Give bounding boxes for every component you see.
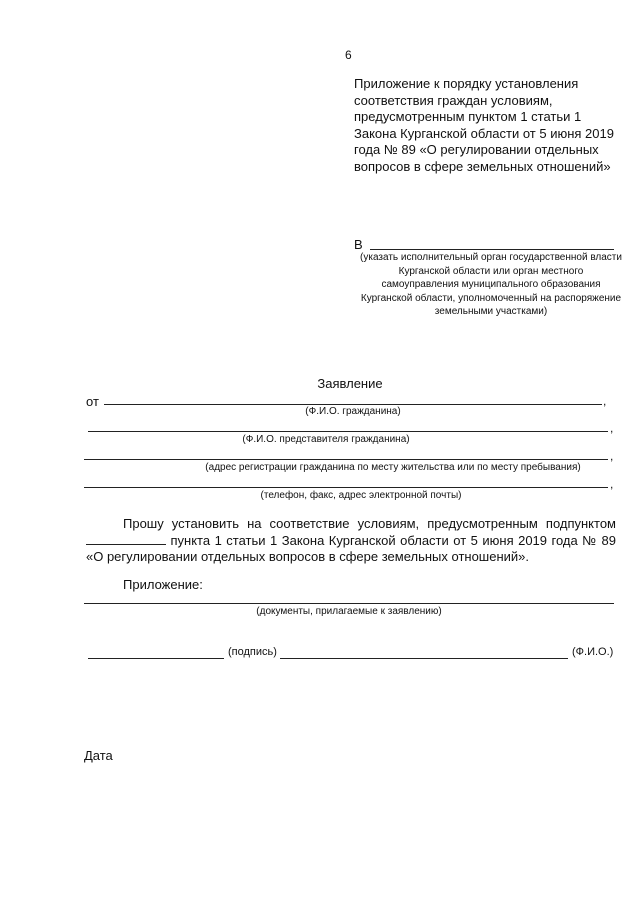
fio-field[interactable] <box>280 658 568 659</box>
comma: , <box>610 477 614 491</box>
representative-name-hint: (Ф.И.О. представителя гражданина) <box>242 434 410 445</box>
attachment-label: Приложение: <box>123 577 203 592</box>
contacts-hint: (телефон, факс, адрес электронной почты) <box>260 490 462 501</box>
comma: , <box>610 449 614 463</box>
citizen-name-field[interactable] <box>104 404 602 405</box>
attachment-hint: (документы, прилагаемые к заявлению) <box>256 606 442 617</box>
comma: , <box>603 394 607 408</box>
recipient-hint: (указать исполнительный орган государственной власти Курганской области или орган местного самоуправления муниципального образования Курганской области, уполномоченный на распоряжение земельными участками) <box>360 252 622 317</box>
from-label: от <box>86 394 99 409</box>
recipient-field[interactable] <box>370 249 614 250</box>
appendix-note: Приложение к порядку установления соответствия граждан условиям, предусмотренным пунктом 1 статьи 1 Закона Курганской области от 5 июня 2019 года № 89 «О регулировании отдельных вопросов в сфере земельных отношений» <box>354 76 614 174</box>
address-field[interactable] <box>84 459 608 460</box>
signature-field[interactable] <box>88 658 224 659</box>
comma: , <box>610 421 614 435</box>
attachment-field[interactable] <box>84 603 614 604</box>
date-label: Дата <box>84 748 113 763</box>
document-title: Заявление <box>317 376 383 391</box>
address-hint: (адрес регистрации гражданина по месту жительства или по месту пребывания) <box>205 462 581 473</box>
request-text-part2: пункта 1 статьи 1 Закона Курганской области от 5 июня 2019 года № 89 «О регулировании отдельных вопросов в сфере земельных отношений». <box>86 532 616 564</box>
representative-name-field[interactable] <box>88 431 608 432</box>
request-text <box>86 516 616 566</box>
recipient-prefix: В <box>354 237 363 252</box>
subparagraph-field[interactable] <box>86 533 166 545</box>
signature-label: (подпись) <box>228 646 277 658</box>
contacts-field[interactable] <box>84 487 608 488</box>
request-text-part1: Прошу установить на соответствие условиям, предусмотренным подпунктом <box>123 516 616 531</box>
citizen-name-hint: (Ф.И.О. гражданина) <box>305 406 401 417</box>
page-number: 6 <box>345 48 352 62</box>
fio-label: (Ф.И.О.) <box>572 646 614 658</box>
